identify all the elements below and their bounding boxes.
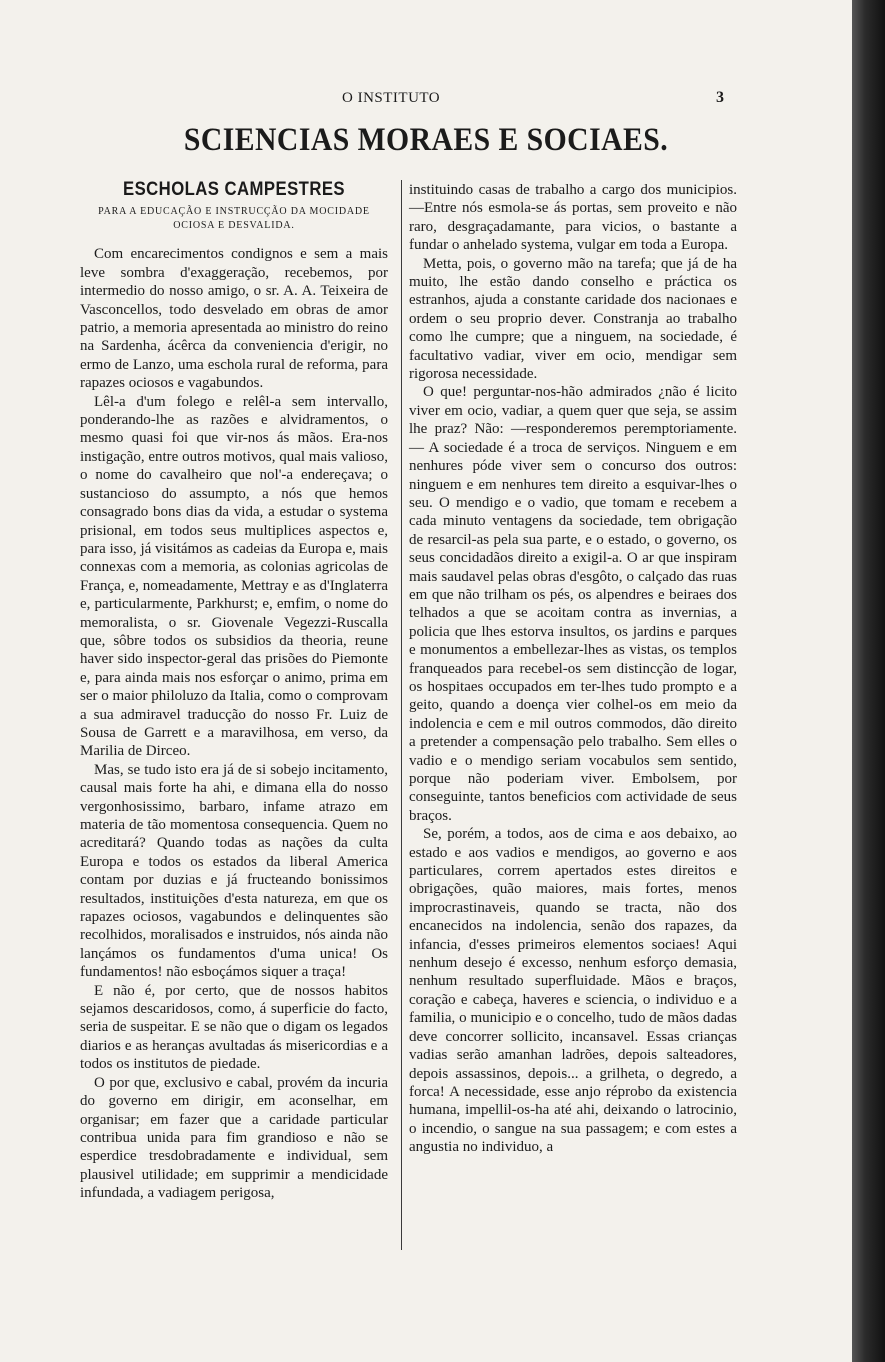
section-title: SCIENCIAS MORAES E SOCIAES.: [183, 122, 669, 158]
paragraph: O por que, exclusivo e cabal, provém da incuria do governo em dirigir, em aconselhar, em organisar; em fazer que a caridade particular contribua unida para fim grandioso e não se esperdice tresdobradamente e individual, sem plausivel utilidade; em supprimir a mendicidade infundada, a vadiagem perigosa,: [80, 1074, 388, 1202]
page-number: 3: [716, 89, 724, 106]
paragraph: O que! perguntar-nos-hão admirados ¿não é licito viver em ocio, vadiar, a quem quer que seja, se assim lhe praz? Não: —responderemos peremptoriamente. — A sociedade é a troca de serviços. Ninguem e em nenhures póde viver sem o concurso dos outros: ninguem e em nenhures tem direito a esquivar-lhes o seu. O mendigo e o vadio, que tomam e recebem a cada minuto ventagens da sociedade, tem obrigação de resarcil-as pela sua parte, e o estado, o governo, os seus concidadãos direito a exigil-a. O ar que inspiram mais saudavel pelas obras d'esgôto, o calçado das ruas em que não trilham os pés, os alpendres e beiraes dos telhados a que se acoitam contra as invernias, a policia que lhes estorva insultos, os jardins e parques e monumentos a embellezar-lhes as vistas, os templos franqueados para recebel-os sem distincção de logar, os hospitaes occupados em ter-lhes tudo prompto e a geito, quando a doença vier colhel-os em meio da indolencia e cem e mil outros commodos, dão direito a pretender a compensação pelo trabalho. Sem elles o vadio e o mendigo seriam vocabulos sem sentido, porque não poderiam viver. Embolsem, por conseguinte, tantos beneficios com actividade de seus braços.: [409, 384, 737, 824]
book-edge: [852, 0, 885, 1362]
running-head: O INSTITUTO: [342, 90, 441, 106]
paragraph: E não é, por certo, que de nossos habitos sejamos descaridosos, como, á superficie do facto, seria de suspeitar. E se não que o digam os legados diarios e as heranças avultadas ás misericordias e a todos os institutos de piedade.: [80, 982, 388, 1073]
column-divider: [401, 180, 402, 1250]
paragraph: Lêl-a d'um folego e relêl-a sem intervallo, ponderando-lhe as razões e alvidramentos, o mesmo quasi foi que vir-nos ás mãos. Era-nos instigação, entre outros motivos, qual mais valioso, o nome do cavalheiro que nol'-a endereçava; o sustancioso do assumpto, a nós que hemos consagrado bons dias da vida, a estudar o systema prisional, em todos seus multiplices aspectos e, para isso, já visitámos as cadeias da Europa e, mais connexas com a memoria, as colonias agricolas de França, e, nomeadamente, Mettray e as d'Inglaterra e, particularmente, Parkhurst; e, emfim, o nome do memoralista, o sr. Giovenale Vegezzi-Ruscalla que, sôbre todos os subsidios da theoria, reune haver sido inspector-geral das prisões do Piemonte e, para ainda mais nos esforçar o animo, prima em ser o maior philoluzo da Italia, como o comprovam a sua admiravel traducção do nosso Fr. Luiz de Sousa de Garrett e a maravilhosa, em verso, da Marilia de Dirceo.: [80, 393, 388, 760]
paragraph: Mas, se tudo isto era já de si sobejo incitamento, causal mais forte ha ahi, e dimana ella do nosso vergonhosissimo, barbaro, infame atrazo em materia de tão momentosa consequencia. Quem no acreditará? Quando todas as nações da culta Europa e todos os estados da liberal America contam por duzias e já fructeando bonissimos resultados, instituições d'esta natureza, em que os rapazes ociosos, vagabundos e delinquentes são recolhidos, moralisados e instruidos, nós ainda não lançámos os fundamentos d'uma unica! Os fundamentos! não esboçámos siquer a traça!: [80, 761, 388, 981]
article-subtitle: PARA A EDUCAÇÃO E INSTRUCÇÃO DA MOCIDADE OCIOSA E DESVALIDA.: [98, 206, 370, 232]
left-column: [80, 181, 388, 1203]
paragraph: Metta, pois, o governo mão na tarefa; que já de ha muito, lhe estão dando conselho e práctica os estranhos, ajuda a constante caridade dos nacionaes e ordem o seu proprio dever. Constranja ao trabalho como lhe cumpre; que a ninguem, na sociedade, é facultativo vadiar, viver em ocio, mendigar sem rigorosa necessidade.: [409, 255, 737, 383]
right-column: [409, 181, 737, 1157]
paragraph: Se, porém, a todos, aos de cima e aos debaixo, ao estado e aos vadios e mendigos, ao governo e aos particulares, correm apertados estes direitos e obrigações, quão maiores, mais fortes, menos improcrastinaveis, quando se tracta, não dos encanecidos na indolencia, senão dos rapazes, da infancia, d'esses primeiros elementos sociaes! Aqui nenhum desejo é excesso, nenhum esforço demasia, nenhum resultado superfluidade. Mãos e braços, coração e cabeça, haveres e sciencia, o individuo e a familia, o municipio e o concelho, tudo de mãos dadas deve concorrer sollicito, incansavel. Essas crianças vadias serão amanhan ladrões, depois salteadores, depois assassinos, depois... a grilheta, o degredo, a forca! A necessidade, esse anjo réprobo da existencia humana, impellil-os-ha até ahi, deixando o latrocinio, o incendio, o sangue na sua passagem; e com estes a angustia no individuo, a: [409, 826, 737, 1156]
article-title: ESCHOLAS CAMPESTRES: [122, 179, 346, 200]
paragraph: Com encarecimentos condignos e sem a mais leve sombra d'exaggeração, recebemos, por intermedio do nosso amigo, o sr. A. A. Teixeira de Vasconcellos, todo desvelado em obras de amor patrio, a memoria apresentada ao ministro do reino na Sardenha, ácêrca da conveniencia d'erigir, no ermo de Lanzo, uma eschola rural de reforma, para rapazes ociosos e vagabundos.: [80, 246, 388, 392]
paragraph: instituindo casas de trabalho a cargo dos municipios.—Entre nós esmola-se ás portas, sem proveito e não raro, desgraçadamante, para vicios, o bastante a fundar o anhelado systema, vulgar em toda a Europa.: [409, 182, 737, 254]
